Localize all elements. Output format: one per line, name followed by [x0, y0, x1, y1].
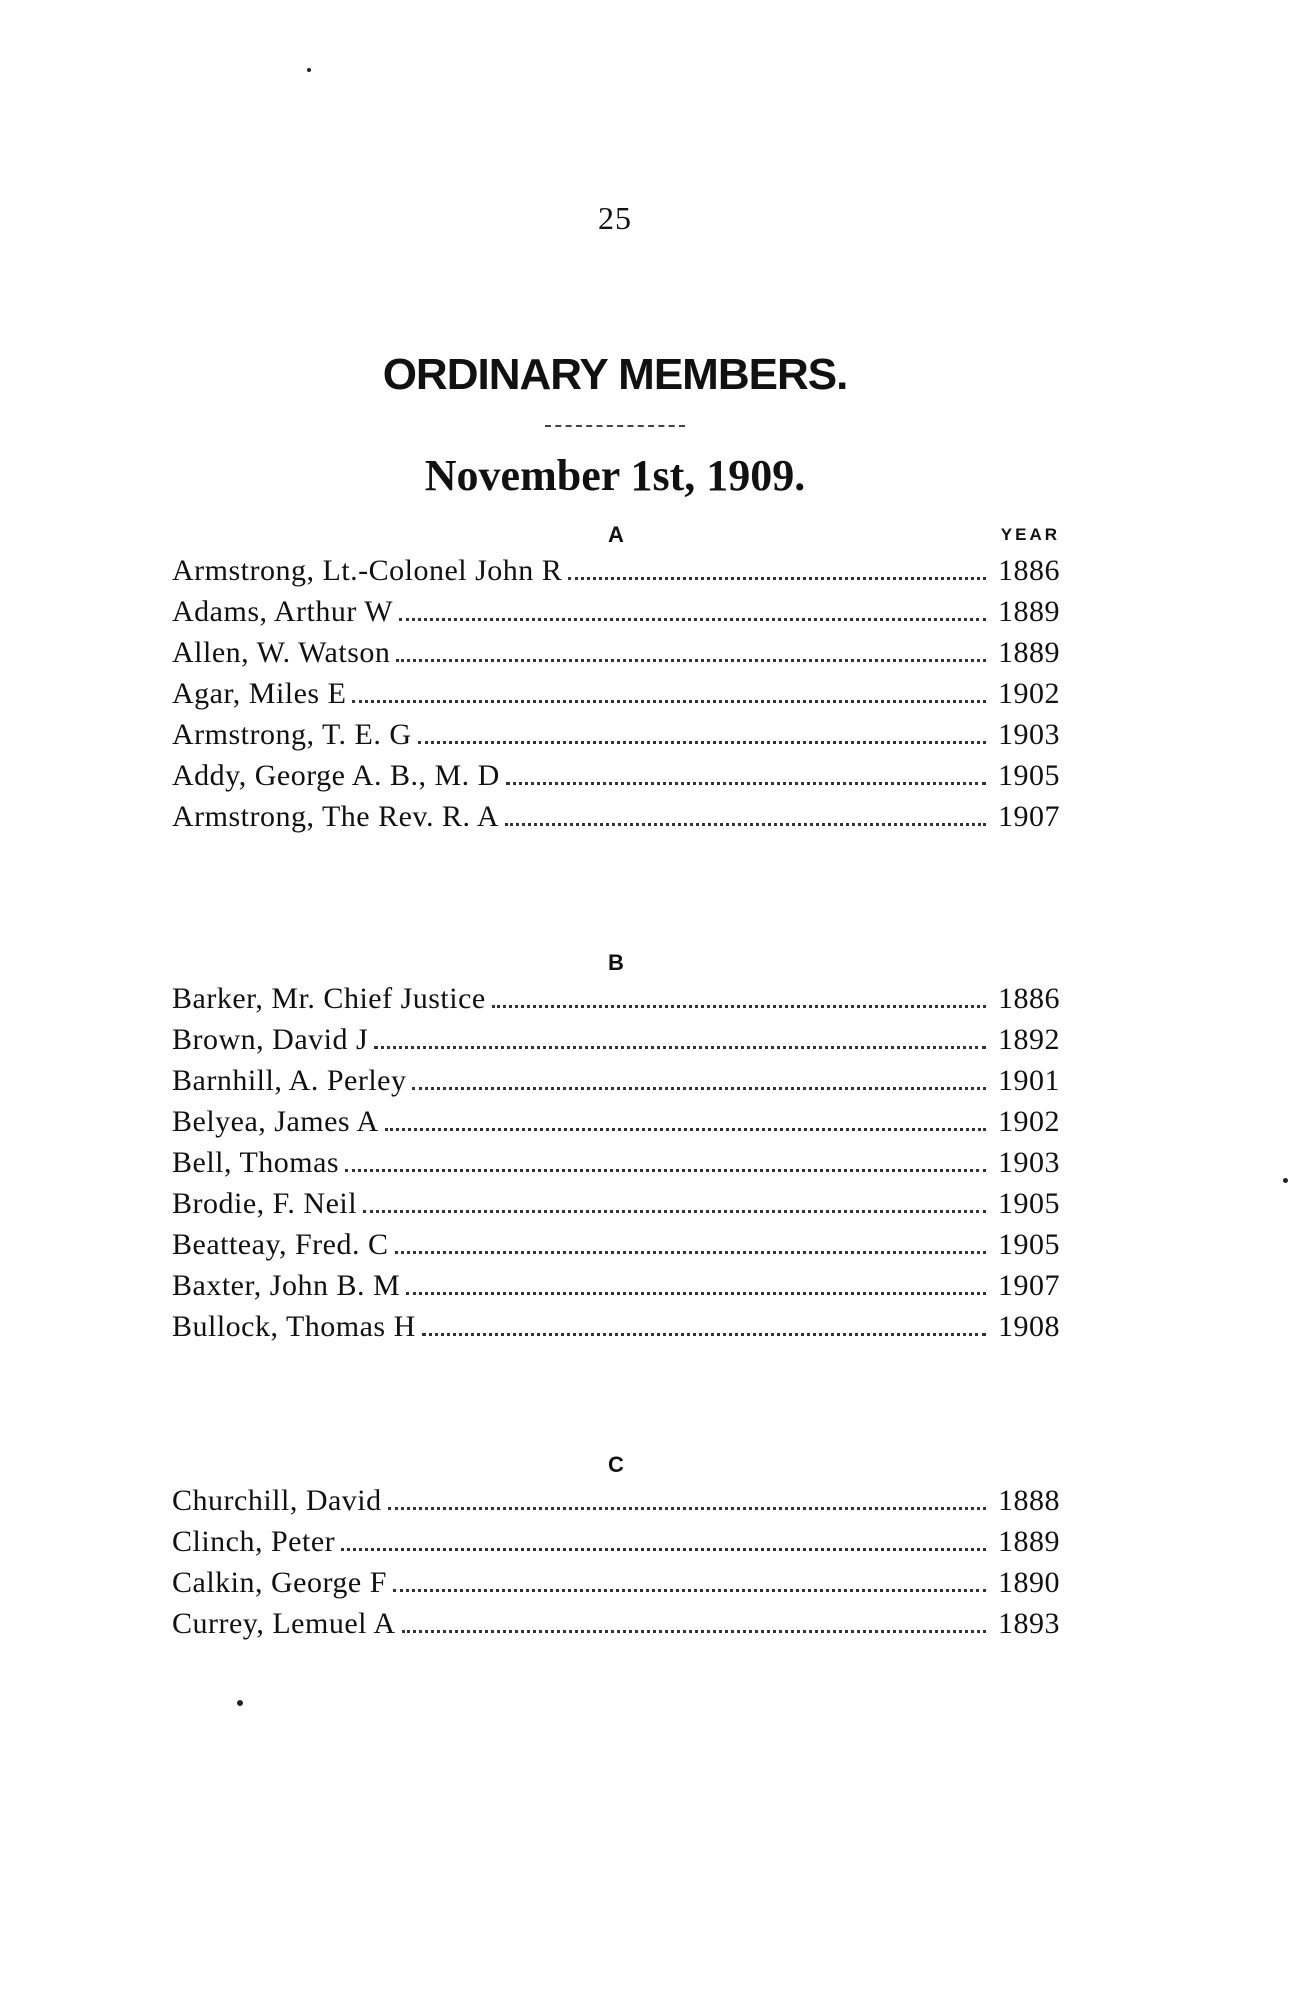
dot-leader: [374, 1046, 986, 1049]
member-row: [172, 1562, 1060, 1603]
member-name: Agar, Miles E: [172, 677, 347, 710]
member-year: 1905: [998, 1187, 1060, 1220]
section-letter: [172, 520, 1060, 550]
member-name: Armstrong, T. E. G: [172, 718, 412, 751]
section-letter: [172, 948, 1060, 978]
member-year: 1890: [998, 1566, 1060, 1599]
dot-leader: [412, 1087, 986, 1090]
member-row: [172, 1224, 1060, 1265]
member-row: [172, 591, 1060, 632]
scan-speck: [237, 1700, 243, 1706]
section-letter-text: B: [608, 950, 624, 975]
member-name: Calkin, George F: [172, 1566, 387, 1599]
member-name: Armstrong, Lt.-Colonel John R: [172, 554, 563, 587]
member-year: 1888: [998, 1484, 1060, 1517]
dot-leader: [385, 1128, 986, 1131]
year-column-header: YEAR: [1000, 525, 1060, 544]
member-name: Churchill, David: [172, 1484, 382, 1517]
dot-leader: [492, 1005, 986, 1008]
member-name: Barker, Mr. Chief Justice: [172, 982, 486, 1015]
member-year: 1903: [998, 1146, 1060, 1179]
list-date: November 1st, 1909.: [424, 451, 806, 500]
member-year: 1902: [998, 677, 1060, 710]
member-name: Baxter, John B. M: [172, 1269, 401, 1302]
section-c: [172, 1450, 1060, 1644]
member-name: Allen, W. Watson: [172, 636, 391, 669]
member-row: [172, 1060, 1060, 1101]
section-a: [172, 520, 1060, 837]
dot-leader: [388, 1507, 986, 1510]
section-b: [172, 948, 1060, 1347]
dot-leader: [393, 1589, 986, 1592]
section-letter-text: A: [608, 522, 624, 547]
member-name: Adams, Arthur W: [172, 595, 394, 628]
dot-leader: [341, 1548, 986, 1551]
member-row: [172, 1019, 1060, 1060]
dot-leader: [396, 659, 986, 662]
member-row: [172, 1265, 1060, 1306]
member-name: Armstrong, The Rev. R. A: [172, 800, 499, 833]
member-name: Brodie, F. Neil: [172, 1187, 358, 1220]
dot-leader: [352, 700, 986, 703]
member-year: 1905: [998, 1228, 1060, 1261]
member-row: [172, 632, 1060, 673]
dot-leader: [406, 1292, 986, 1295]
member-year: 1893: [998, 1607, 1060, 1640]
scan-speck: [307, 68, 311, 72]
page-number: 25: [598, 200, 632, 236]
member-row: [172, 1603, 1060, 1644]
member-year: 1892: [998, 1023, 1060, 1056]
page-title: ORDINARY MEMBERS.: [382, 350, 848, 399]
dot-leader: [402, 1630, 987, 1633]
dot-leader: [345, 1169, 986, 1172]
member-year: 1905: [998, 759, 1060, 792]
member-row: [172, 1101, 1060, 1142]
dot-leader: [395, 1251, 987, 1254]
member-year: 1886: [998, 982, 1060, 1015]
member-year: 1886: [998, 554, 1060, 587]
member-name: Bullock, Thomas H: [172, 1310, 416, 1343]
member-year: 1889: [998, 1525, 1060, 1558]
member-row: [172, 978, 1060, 1019]
member-name: Beatteay, Fred. C: [172, 1228, 389, 1261]
member-row: [172, 1480, 1060, 1521]
section-letter-text: C: [608, 1452, 624, 1477]
member-name: Bell, Thomas: [172, 1146, 340, 1179]
member-name: Addy, George A. B., M. D: [172, 759, 500, 792]
dot-leader: [506, 782, 986, 785]
member-year: 1907: [998, 1269, 1060, 1302]
member-row: [172, 673, 1060, 714]
member-row: [172, 1306, 1060, 1347]
member-name: Currey, Lemuel A: [172, 1607, 396, 1640]
dot-leader: [568, 577, 986, 580]
member-year: 1907: [998, 800, 1060, 833]
title-rule: [545, 425, 685, 427]
member-year: 1889: [998, 595, 1060, 628]
member-year: 1901: [998, 1064, 1060, 1097]
member-name: Belyea, James A: [172, 1105, 379, 1138]
member-row: [172, 1183, 1060, 1224]
member-row: [172, 714, 1060, 755]
member-name: Barnhill, A. Perley: [172, 1064, 407, 1097]
member-year: 1908: [998, 1310, 1060, 1343]
scan-speck: [1283, 1178, 1288, 1183]
dot-leader: [505, 823, 986, 826]
section-letter: [172, 1450, 1060, 1480]
member-name: Brown, David J: [172, 1023, 369, 1056]
member-year: 1889: [998, 636, 1060, 669]
member-year: 1902: [998, 1105, 1060, 1138]
member-row: [172, 755, 1060, 796]
member-year: 1903: [998, 718, 1060, 751]
member-name: Clinch, Peter: [172, 1525, 336, 1558]
member-row: [172, 796, 1060, 837]
member-row: [172, 1521, 1060, 1562]
dot-leader: [422, 1333, 986, 1336]
member-row: [172, 1142, 1060, 1183]
dot-leader: [418, 741, 986, 744]
dot-leader: [363, 1210, 986, 1213]
member-row: [172, 550, 1060, 591]
dot-leader: [399, 618, 986, 621]
